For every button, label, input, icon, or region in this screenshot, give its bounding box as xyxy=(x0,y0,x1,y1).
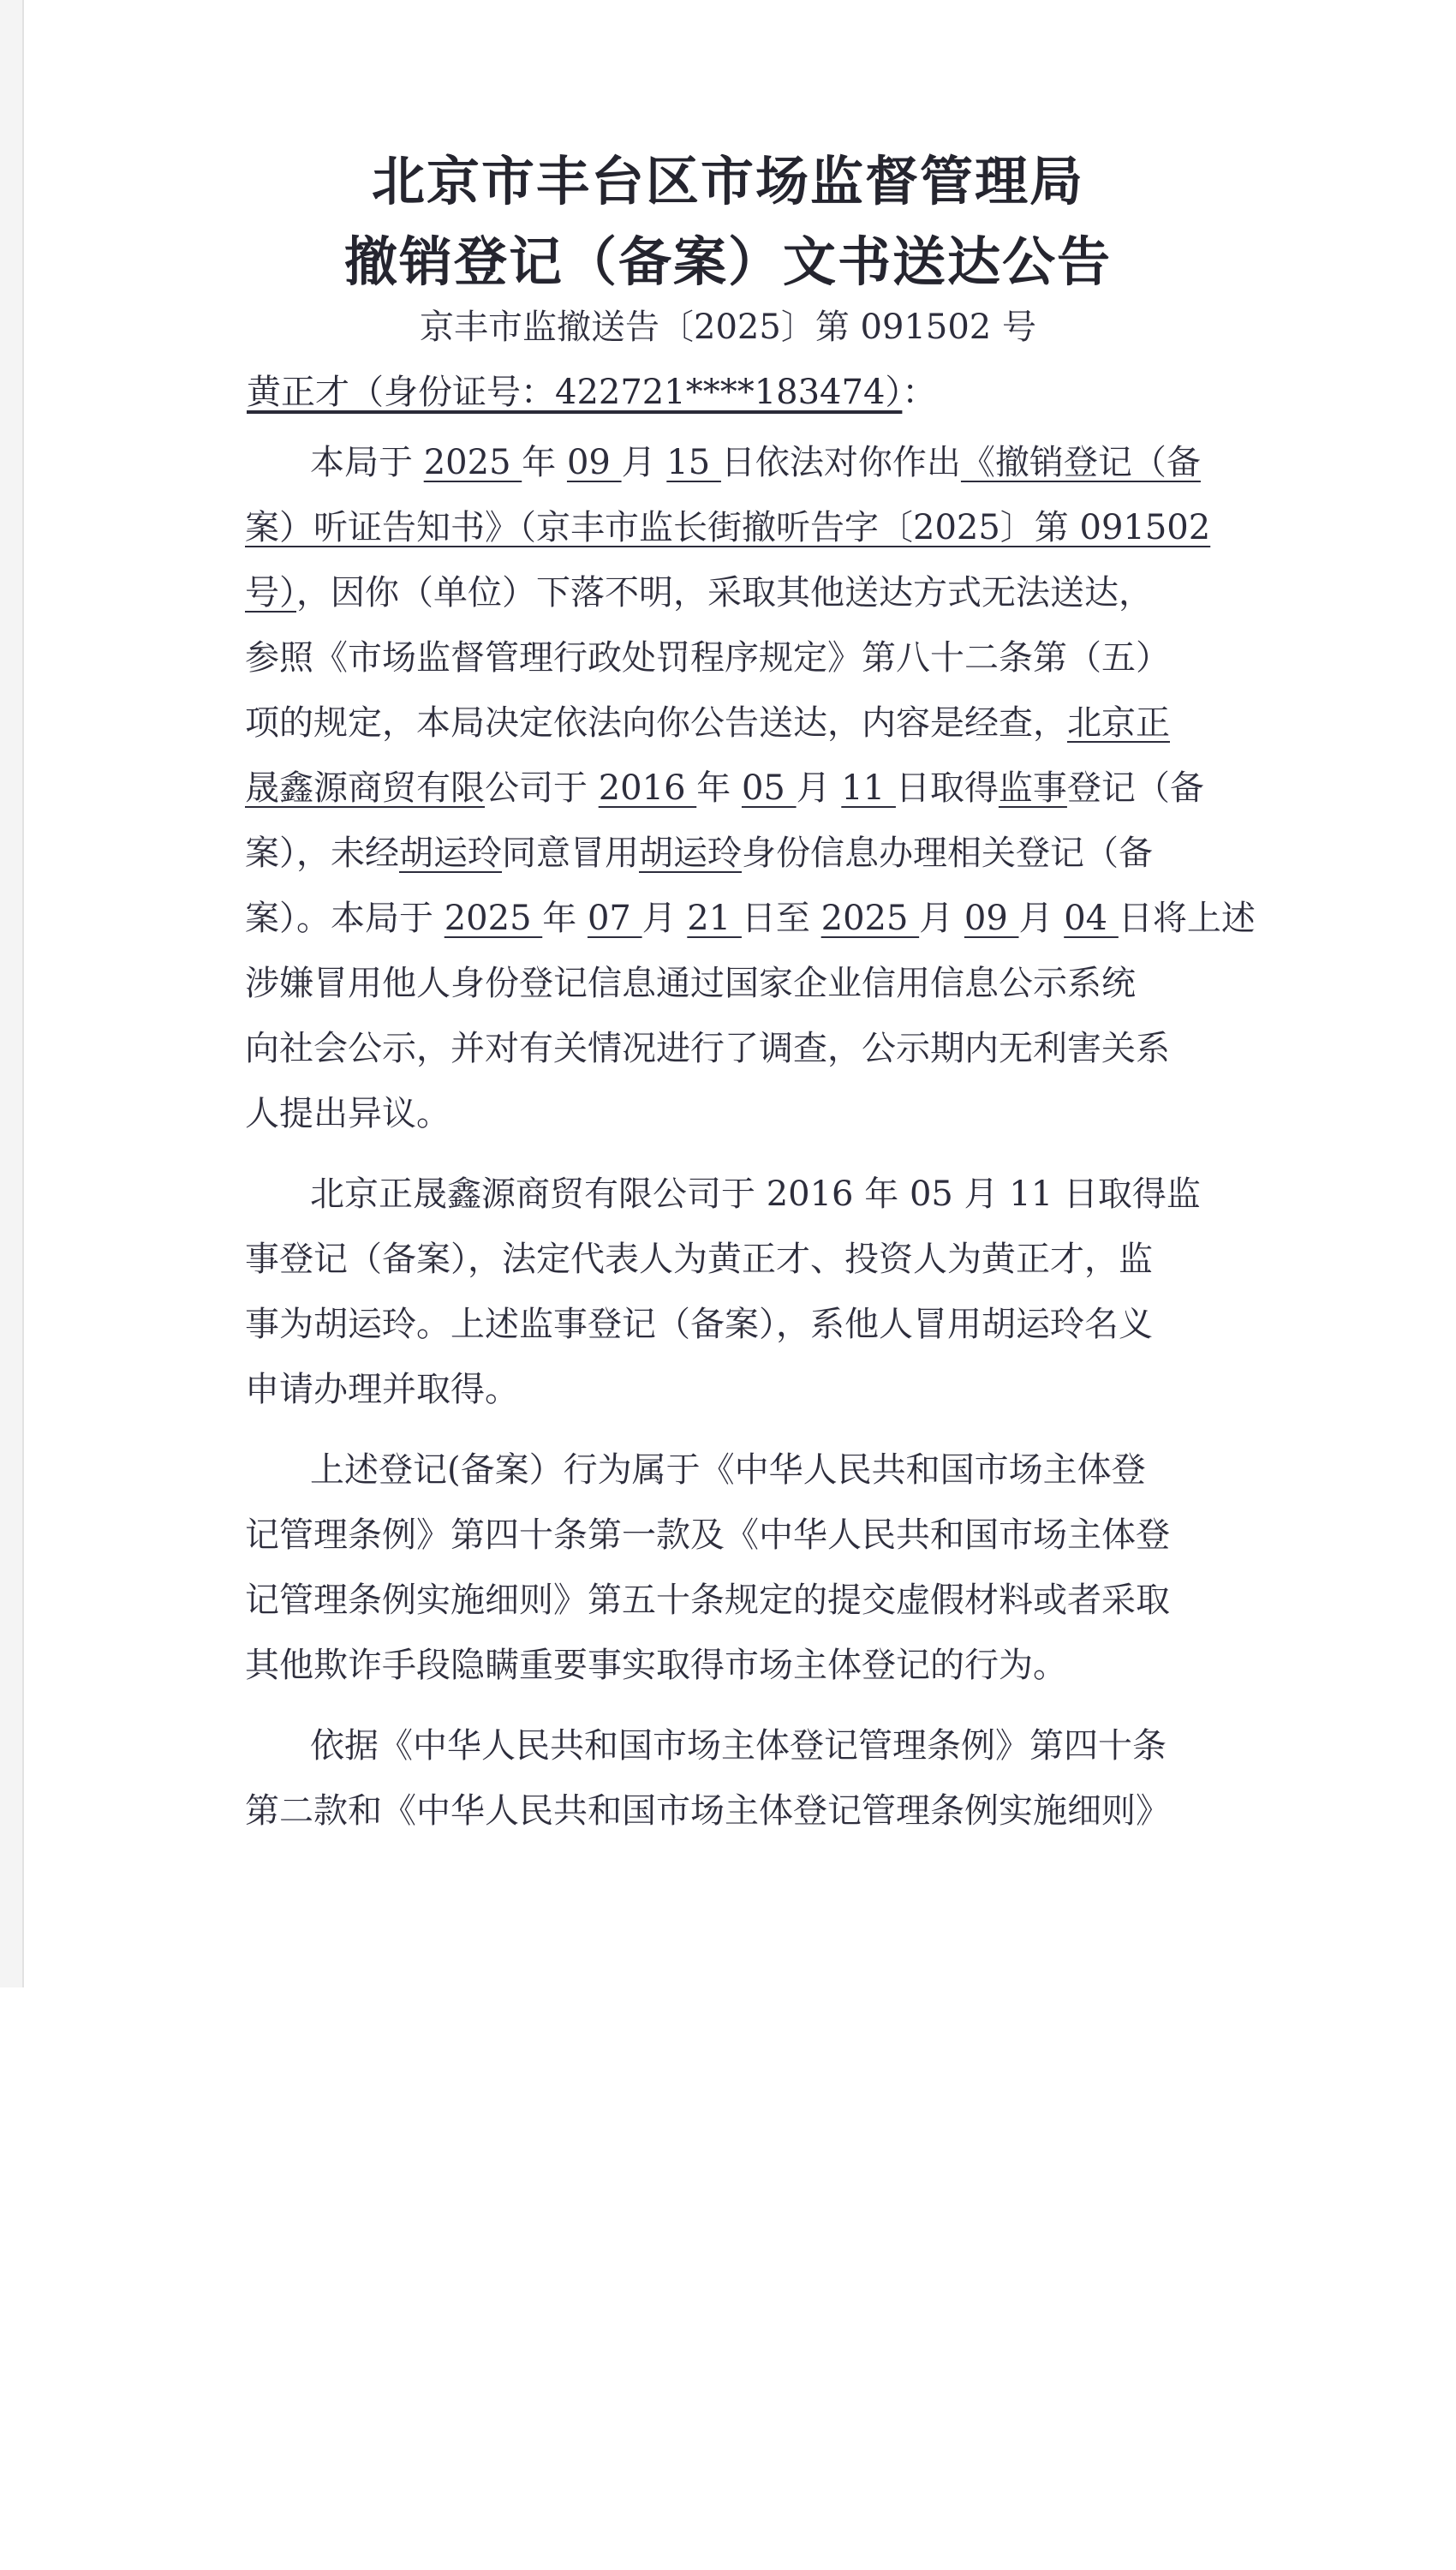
date-year: 2025 xyxy=(444,899,543,938)
paragraph-1-line xyxy=(245,893,1256,944)
addressee-name: 黄正才（身份证号：422721****183474） xyxy=(247,373,903,412)
text-run: 年 xyxy=(696,768,742,808)
date-month: 09 xyxy=(566,443,622,482)
paragraph-2-line: 事登记（备案），法定代表人为黄正才、投资人为黄正才，监 xyxy=(245,1240,1153,1279)
role-name: 监事 xyxy=(998,768,1067,808)
text-run: 年 xyxy=(542,899,588,938)
text-run: 本局于 xyxy=(310,443,424,482)
date-day: 04 xyxy=(1064,899,1119,938)
company-name: 晟鑫源商贸有限 xyxy=(245,768,485,808)
addressee xyxy=(247,367,936,418)
paragraph-1-line: 参照《市场监督管理行政处罚程序规定》第八十二条第（五） xyxy=(245,638,1170,678)
paragraph-1-line xyxy=(310,437,1201,488)
addressee-colon: ： xyxy=(902,373,937,412)
paragraph-1-line: 涉嫌冒用他人身份登记信息通过国家企业信用信息公示系统 xyxy=(245,964,1136,1003)
text-run: 月 xyxy=(621,443,667,482)
text-run: 日至 xyxy=(741,899,821,938)
text-run: 月 xyxy=(919,899,964,938)
paragraph-3-line: 记管理条例实施细则》第五十条规定的提交虚假材料或者采取 xyxy=(245,1581,1170,1620)
text-run: 月 xyxy=(1018,899,1065,938)
paragraph-2-line: 事为胡运玲。上述监事登记（备案），系他人冒用胡运玲名义 xyxy=(245,1305,1153,1344)
paragraph-4-line: 第二款和《中华人民共和国市场主体登记管理条例实施细则》 xyxy=(245,1791,1170,1831)
date-day: 21 xyxy=(687,899,742,938)
date-month: 09 xyxy=(964,899,1019,938)
date-day: 15 xyxy=(666,443,721,482)
person-name: 胡运玲 xyxy=(639,834,742,873)
date-month: 07 xyxy=(587,899,642,938)
paragraph-3-line: 记管理条例》第四十条第一款及《中华人民共和国市场主体登 xyxy=(245,1515,1170,1555)
document-title-line2: 撤销登记（备案）文书送达公告 xyxy=(343,230,1112,293)
text-run: 案），未经 xyxy=(245,834,399,873)
date-year: 2025 xyxy=(423,443,522,482)
paragraph-2-line: 申请办理并取得。 xyxy=(245,1370,519,1409)
notice-title: 《撤销登记（备 xyxy=(960,443,1201,482)
paragraph-2-line: 北京正晟鑫源商贸有限公司于 2016 年 05 月 11 日取得监 xyxy=(310,1174,1201,1214)
paragraph-1-line xyxy=(245,828,1153,879)
text-run: 身份信息办理相关登记（备 xyxy=(742,834,1153,873)
paragraph-1-line: 案）听证告知书》（京丰市监长街撤听告字〔2025〕第 091502 xyxy=(245,508,1211,547)
text-run: 登记（备 xyxy=(1066,768,1204,808)
text-run: 日依法对你作出 xyxy=(720,443,961,482)
text-run: 案）。本局于 xyxy=(245,899,445,938)
document-number: 京丰市监撤送告〔2025〕第 091502 号 xyxy=(420,308,1036,347)
text-run: 日取得 xyxy=(895,768,999,808)
paragraph-3-line: 上述登记(备案）行为属于《中华人民共和国市场主体登 xyxy=(310,1450,1146,1490)
paragraph-1-line xyxy=(245,567,1153,619)
document-title-line1: 北京市丰台区市场监督管理局 xyxy=(371,150,1084,212)
date-year: 2016 xyxy=(598,768,697,808)
company-name: 北京正 xyxy=(1067,703,1170,743)
date-month: 05 xyxy=(741,768,797,808)
paragraph-1-line xyxy=(245,697,1170,749)
text-run: 年 xyxy=(522,443,567,482)
paragraph-1-line xyxy=(245,762,1204,814)
paragraph-4-line: 依据《中华人民共和国市场主体登记管理条例》第四十条 xyxy=(310,1726,1167,1766)
paragraph-1-line: 向社会公示，并对有关情况进行了调查，公示期内无利害关系 xyxy=(245,1029,1170,1068)
text-run: 同意冒用 xyxy=(502,834,639,873)
text-run: 项的规定，本局决定依法向你公告送达，内容是经查， xyxy=(245,703,1067,743)
text-run: ，因你（单位）下落不明，采取其他送达方式无法送达， xyxy=(296,573,1153,613)
person-name: 胡运玲 xyxy=(399,834,502,873)
paragraph-1-line: 人提出异议。 xyxy=(245,1094,451,1133)
paragraph-3-line: 其他欺诈手段隐瞒重要事实取得市场主体登记的行为。 xyxy=(245,1646,1067,1685)
date-year: 2025 xyxy=(820,899,920,938)
text-run: 月 xyxy=(641,899,688,938)
date-day: 11 xyxy=(841,768,896,808)
notice-title-end: 号） xyxy=(245,573,296,613)
text-run: 月 xyxy=(796,768,842,808)
text-run: 公司于 xyxy=(485,768,599,808)
text-run: 日将上述 xyxy=(1118,899,1256,938)
